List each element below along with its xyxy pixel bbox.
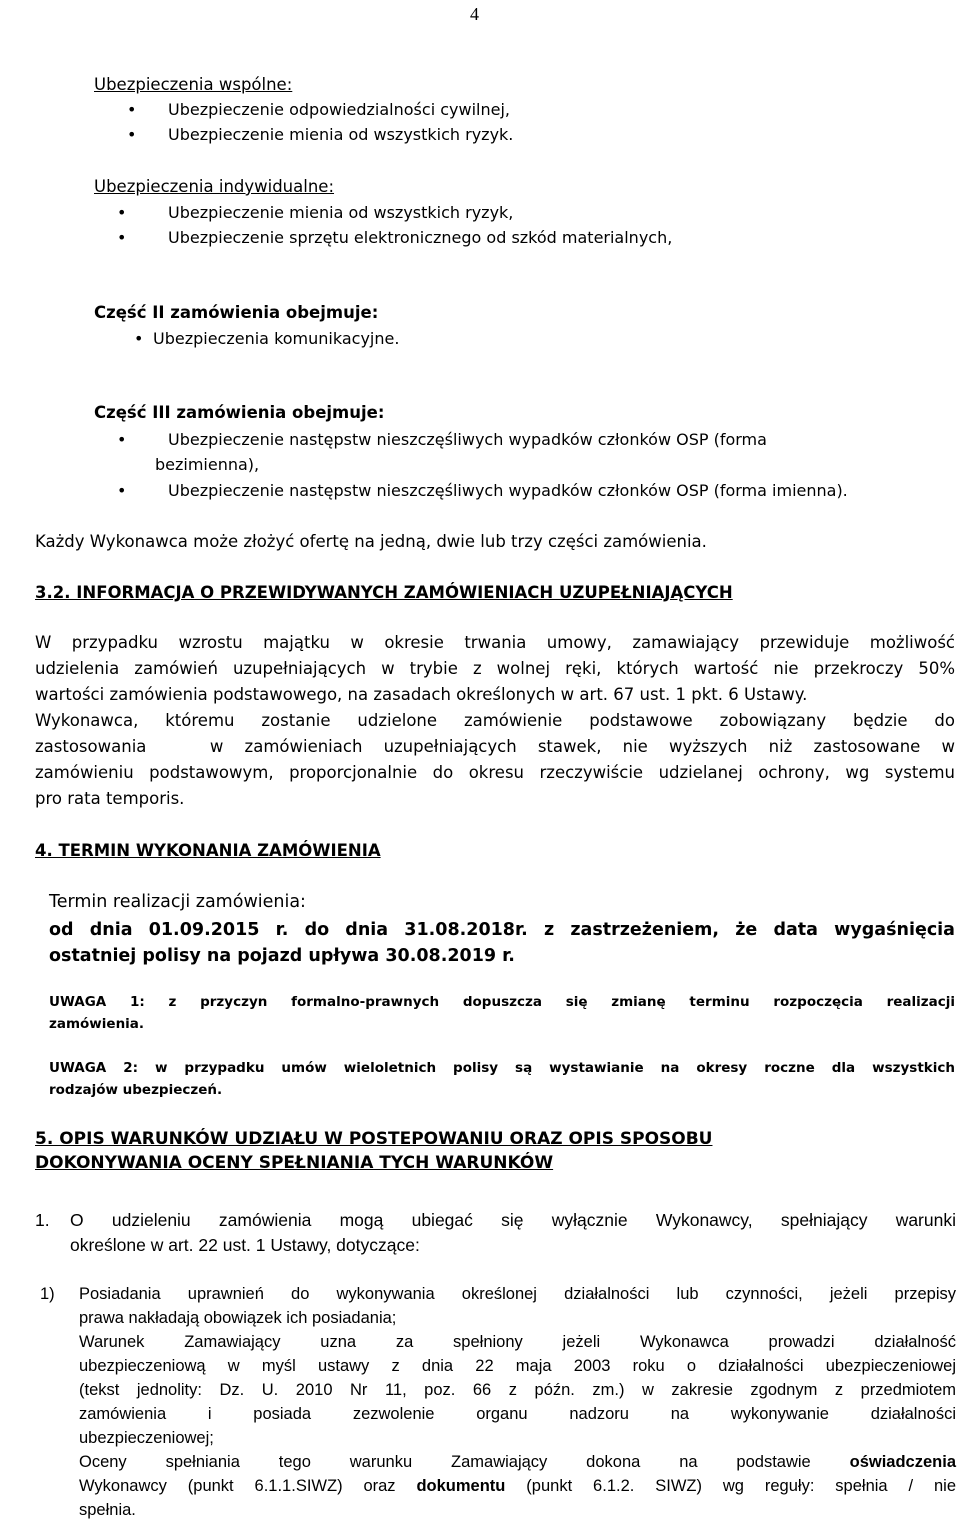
paragraph-line: udzielenia zamówień uzupełniających w trybie z wolnej ręki, których wartość nie przekroczy 50%: [35, 659, 955, 678]
section-4-heading: 4. TERMIN WYKONANIA ZAMÓWIENIA: [35, 841, 381, 860]
bullet-item: [117, 201, 513, 224]
page-number: 4: [470, 4, 479, 24]
point-line: określone w art. 22 ust. 1 Ustawy, dotyczące:: [70, 1235, 420, 1255]
item-line: [79, 1474, 956, 1498]
uwaga-2: [49, 1057, 955, 1101]
item-line: ubezpieczeniowej;: [79, 1429, 214, 1447]
bullet-text: Ubezpieczenie odpowiedzialności cywilnej,: [168, 100, 510, 119]
bullet-item: [117, 226, 672, 249]
term-line: ostatniej polisy na pojazd upływa 30.08.2019 r.: [49, 946, 515, 966]
point-line: O udzieleniu zamówienia mogą ubiegać się wyłącznie Wykonawcy, spełniający warunki: [70, 1210, 956, 1230]
part2-heading: Część II zamówienia obejmuje:: [94, 303, 379, 322]
part3-heading: Część III zamówienia obejmuje:: [94, 403, 385, 422]
each-contractor-note: Każdy Wykonawca może złożyć ofertę na jedną, dwie lub trzy części zamówienia.: [35, 532, 707, 551]
uwaga-line: UWAGA 1: z przyczyn formalno-prawnych dopuszcza się zmianę terminu rozpoczęcia realizacji: [49, 994, 955, 1010]
text-run: Wykonawcy (punkt 6.1.1.SIWZ) oraz: [79, 1477, 417, 1495]
bullet-item: [117, 428, 767, 451]
bullet-text: Ubezpieczenia komunikacyjne.: [153, 329, 400, 348]
common-heading: Ubezpieczenia wspólne:: [94, 75, 293, 94]
term-line: od dnia 01.09.2015 r. do dnia 31.08.2018r. z zastrzeżeniem, że data wygaśnięcia: [49, 920, 955, 940]
section-3-2-body: [35, 630, 955, 812]
uwaga-line: zamówienia.: [49, 1016, 145, 1032]
item-line: Warunek Zamawiający uzna za spełniony jeżeli Wykonawca prowadzi działalność: [79, 1333, 956, 1351]
point-1-number: 1.: [35, 1210, 50, 1230]
item-line: spełnia.: [79, 1501, 136, 1519]
paragraph-line: Wykonawca, któremu zostanie udzielone zamówienie podstawowe zobowiązany będzie do: [35, 711, 955, 730]
item-line: prawa nakładają obowiązek ich posiadania;: [79, 1309, 397, 1327]
bullet-item: [117, 479, 848, 502]
bullet-item: [127, 123, 513, 146]
item-line: ubezpieczeniową w myśl ustawy z dnia 22 maja 2003 roku o działalności ubezpieczeniowej: [79, 1357, 956, 1375]
text-run: (punkt 6.1.2. SIWZ) wg reguły: spełnia / nie: [505, 1477, 957, 1495]
bullet-continuation: bezimienna),: [155, 455, 260, 474]
heading-line: DOKONYWANIA OCENY SPEŁNIANIA TYCH WARUNKÓW: [35, 1153, 554, 1173]
item-1-number: 1): [40, 1285, 55, 1303]
bullet-item: [134, 327, 399, 350]
item-line: Posiadania uprawnień do wykonywania określonej działalności lub czynności, jeżeli przepisy: [79, 1285, 956, 1303]
heading-line: 5. OPIS WARUNKÓW UDZIAŁU W POSTEPOWANIU ORAZ OPIS SPOSOBU: [35, 1129, 713, 1149]
text-run-bold: dokumentu: [416, 1477, 506, 1495]
paragraph-line: pro rata temporis.: [35, 789, 185, 808]
paragraph-line: zastosowania w zamówieniach uzupełniających stawek, nie wyższych niż zastosowane w: [35, 737, 955, 756]
individual-heading: Ubezpieczenia indywidualne:: [94, 177, 335, 196]
point-1-text: [70, 1208, 956, 1258]
bullet-text: Ubezpieczenie sprzętu elektronicznego od szkód materialnych,: [168, 228, 673, 247]
uwaga-line: UWAGA 2: w przypadku umów wieloletnich polisy są wystawianie na okresy roczne dla wszystkich: [49, 1060, 955, 1076]
item-line: (tekst jednolity: Dz. U. 2010 Nr 11, poz. 66 z późn. zm.) w zakresie zgodnym z przedmiotem: [79, 1381, 956, 1399]
item-line: [79, 1450, 956, 1474]
item-1-text: [79, 1282, 956, 1522]
term-dates: [49, 917, 955, 969]
bullet-item: [127, 98, 510, 121]
uwaga-1: [49, 991, 955, 1035]
bullet-text: Ubezpieczenie mienia od wszystkich ryzyk.: [168, 125, 514, 144]
bullet-text: Ubezpieczenie następstw nieszczęśliwych wypadków członków OSP (forma imienna).: [168, 481, 848, 500]
paragraph-line: zamówieniu podstawowym, proporcjonalnie do okresu rzeczywiście udzielanej ochrony, wg systemu: [35, 763, 955, 782]
section-5-heading: [35, 1127, 712, 1175]
bullet-text: Ubezpieczenie następstw nieszczęśliwych wypadków członków OSP (forma: [168, 430, 767, 449]
bullet-text: Ubezpieczenie mienia od wszystkich ryzyk,: [168, 203, 514, 222]
section-3-2-heading: 3.2. INFORMACJA O PRZEWIDYWANYCH ZAMÓWIENIACH UZUPEŁNIAJĄCYCH: [35, 583, 733, 602]
uwaga-line: rodzajów ubezpieczeń.: [49, 1082, 223, 1098]
paragraph-line: wartości zamówienia podstawowego, na zasadach określonych w art. 67 ust. 1 pkt. 6 Ustawy.: [35, 685, 808, 704]
text-run: Oceny spełniania tego warunku Zamawiający dokona na podstawie: [79, 1453, 850, 1471]
paragraph-line: W przypadku wzrostu majątku w okresie trwania umowy, zamawiający przewiduje możliwość: [35, 633, 955, 652]
text-run-bold: oświadczenia: [849, 1453, 956, 1471]
term-label: Termin realizacji zamówienia:: [49, 892, 306, 912]
item-line: zamówienia i posiada zezwolenie organu nadzoru na wykonywanie działalności: [79, 1405, 956, 1423]
